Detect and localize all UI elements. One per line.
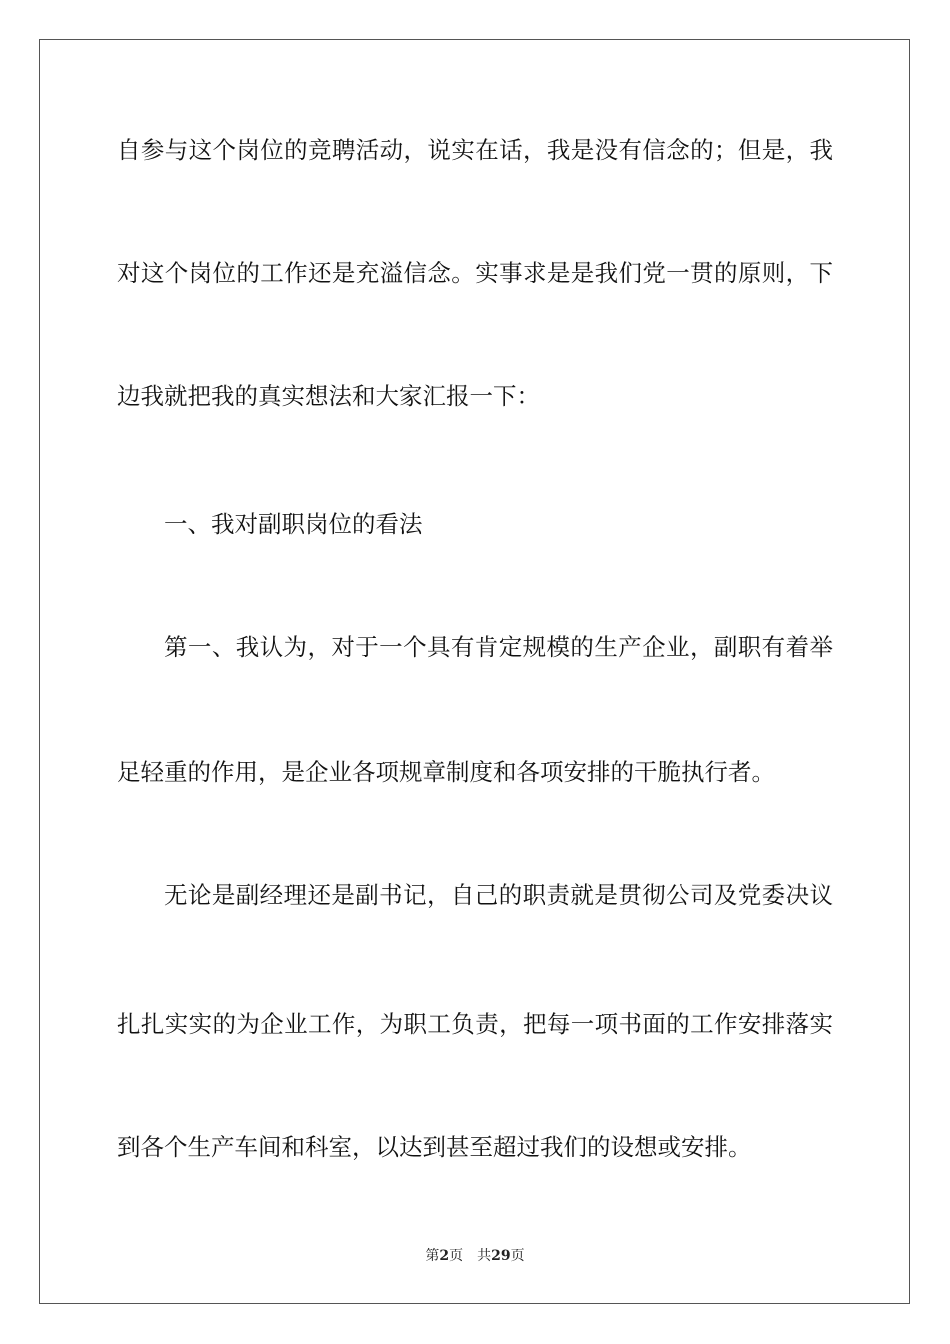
page-unit: 页 [449, 1248, 464, 1264]
page-border [39, 39, 910, 1304]
total-unit: 页 [510, 1248, 525, 1264]
section-heading: 一、我对副职岗位的看法 [164, 510, 423, 538]
page-total: 29 [491, 1248, 511, 1264]
paragraph-line-5: 足轻重的作用，是企业各项规章制度和各项安排的干脆执行者。 [117, 758, 775, 786]
page-footer [0, 1246, 950, 1266]
paragraph-line-3: 边我就把我的真实想法和大家汇报一下： [117, 382, 540, 410]
paragraph-line-1: 自参与这个岗位的竞聘活动，说实在话，我是没有信念的；但是，我 [117, 136, 833, 164]
page-current: 2 [439, 1248, 450, 1264]
paragraph-line-7: 扎扎实实的为企业工作，为职工负责，把每一项书面的工作安排落实 [117, 1010, 833, 1038]
paragraph-line-4: 第一、我认为，对于一个具有肯定规模的生产企业，副职有着举 [164, 633, 833, 661]
paragraph-line-8: 到各个生产车间和科室，以达到甚至超过我们的设想或安排。 [117, 1133, 752, 1161]
page-prefix: 第 [425, 1248, 440, 1264]
paragraph-line-2: 对这个岗位的工作还是充溢信念。实事求是是我们党一贯的原则，下 [117, 259, 833, 287]
total-prefix: 共 [477, 1248, 492, 1264]
paragraph-line-6: 无论是副经理还是副书记，自己的职责就是贯彻公司及党委决议 [164, 881, 833, 909]
